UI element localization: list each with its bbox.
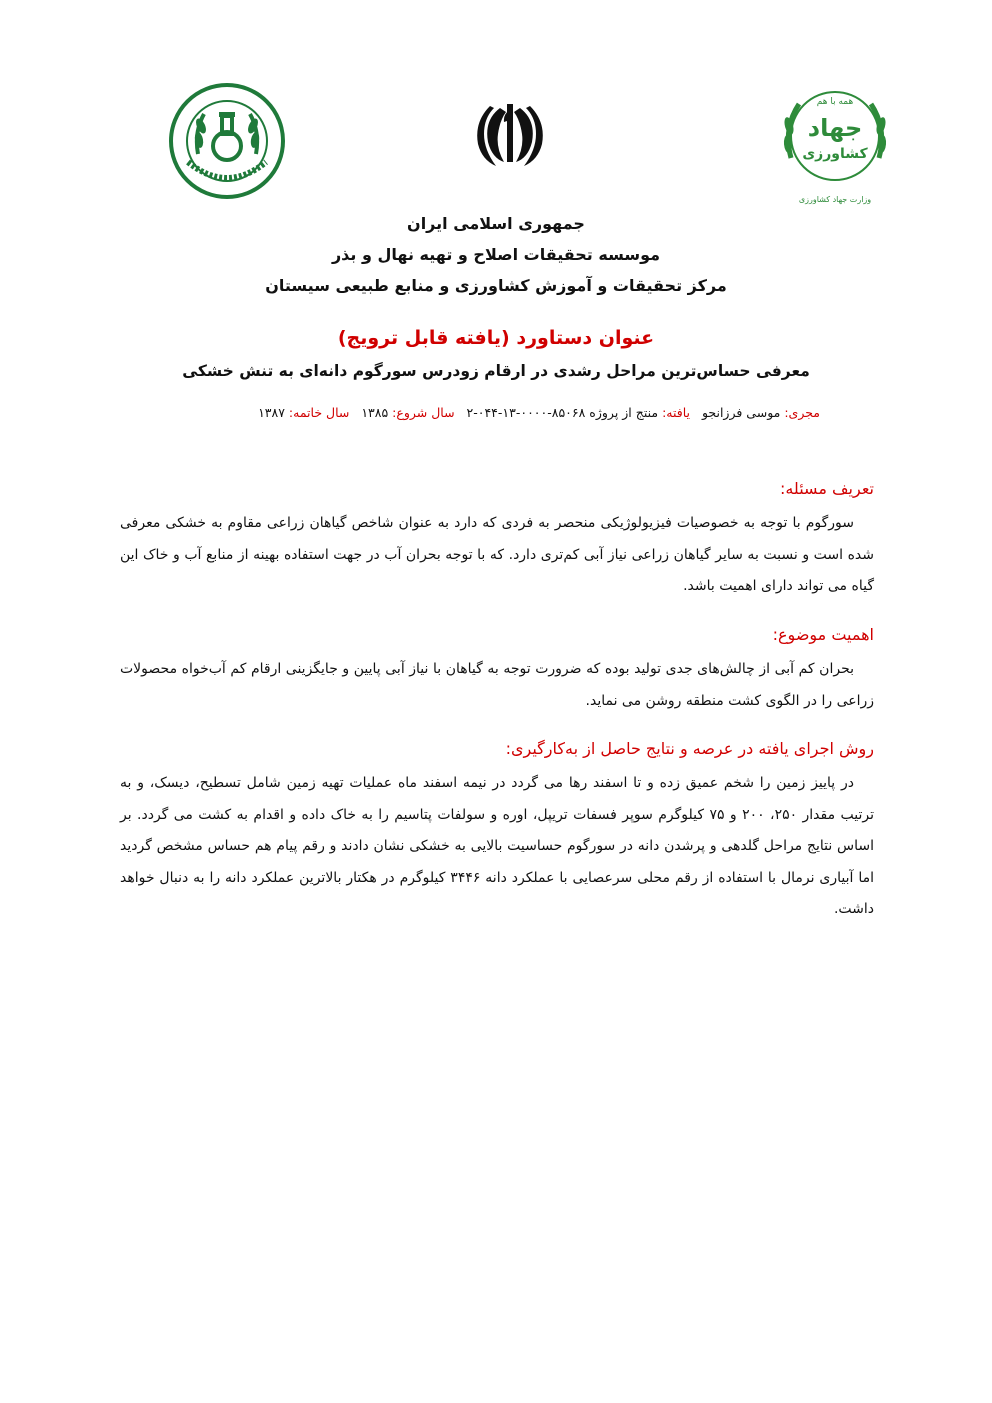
start-year-label: سال شروع: bbox=[392, 405, 455, 420]
method-heading: روش اجرای یافته در عرصه و نتایج حاصل از به‌کارگیری: bbox=[505, 739, 874, 758]
seed-institute-logo bbox=[168, 82, 286, 200]
jihad-keshavarzi-logo bbox=[775, 78, 895, 208]
end-year-value: ۱۳۸۷ bbox=[258, 405, 285, 420]
importance-heading: اهمیت موضوع: bbox=[772, 625, 874, 644]
executor-label: مجری: bbox=[784, 405, 820, 420]
iran-emblem bbox=[470, 100, 550, 170]
svg-text:همه با هم: همه با هم bbox=[816, 97, 854, 107]
document-header bbox=[120, 208, 872, 385]
problem-section bbox=[120, 474, 874, 603]
project-meta bbox=[120, 402, 820, 424]
achievement-title: عنوان دستاورد (یافته قابل ترویج) bbox=[337, 327, 655, 349]
svg-text:وزارت جهاد کشاورزی: وزارت جهاد کشاورزی bbox=[798, 195, 872, 204]
end-year-label: سال خاتمه: bbox=[288, 405, 350, 420]
finding-label: یافته: bbox=[662, 405, 691, 420]
svg-text:جهاد: جهاد bbox=[807, 114, 863, 142]
problem-heading: تعریف مسئله: bbox=[779, 479, 874, 498]
problem-body: سورگوم با توجه به خصوصیات فیزیولوژیکی منحصر به فردی که دارد به عنوان شاخص گیاهان زراعی مقاوم به خشکی معرفی شده است و نسبت به سایر گیاهان زراعی نیاز آبی کم‌تری دارد. که با توجه بحران آب در جهت استفاده بهینه از منابع آب و خاک این گیاه می تواند دارای اهمیت باشد. bbox=[120, 515, 874, 594]
svg-text:کشاورزی: کشاورزی bbox=[802, 146, 868, 162]
start-year-value: ۱۳۸۵ bbox=[361, 405, 389, 420]
importance-section bbox=[120, 620, 874, 717]
finding-value: منتج از پروژه ۸۵۰۶۸-۰۰۰۰-۱۳-۰۴۴-۲ bbox=[466, 405, 659, 420]
institute-name: موسسه تحقیقات اصلاح و تهیه نهال و بذر bbox=[331, 245, 661, 264]
executor-value: موسی فرزانجو bbox=[701, 405, 781, 420]
country-name: جمهوری اسلامی ایران bbox=[407, 214, 585, 233]
method-body: در پاییز زمین را شخم عمیق زده و تا اسفند رها می گردد در نیمه اسفند ماه عملیات تهیه زمین شامل تسطیح، دیسک، و به ترتیب مقدار ۲۵۰، ۲۰۰ و ۷۵ کیلوگرم سوپر فسفات تریپل، اوره و سولفات پتاسیم را به خاک داده و اقدام به کشت می گردد. بر اساس نتایج مراحل گلدهی و پرشدن دانه در سورگوم حساسیت بالایی به خشکی نشان دادند و رقم پیام هم حساس مشخص گردید اما آبیاری نرمال با استفاده از رقم محلی سرعصایی با عملکرد دانه ۳۴۴۶ کیلوگرم در هکتار بالاترین عملکرد دانه را به دنبال خواهد داشت. bbox=[120, 775, 875, 917]
research-center-name: مرکز تحقیقات و آموزش کشاورزی و منابع طبیعی سیستان bbox=[265, 276, 727, 295]
importance-body: بحران کم آبی از چالش‌های جدی تولید بوده که ضرورت توجه به گیاهان با نیاز آبی پایین و جایگزینی ارقام کم آب‌خواه محصولات زراعی را در الگوی کشت منطقه روشن می نماید. bbox=[120, 661, 874, 709]
method-section bbox=[120, 734, 874, 926]
achievement-subtitle: معرفی حساس‌ترین مراحل رشدی در ارقام زودرس سورگوم دانه‌ای به تنش خشکی bbox=[182, 362, 810, 380]
